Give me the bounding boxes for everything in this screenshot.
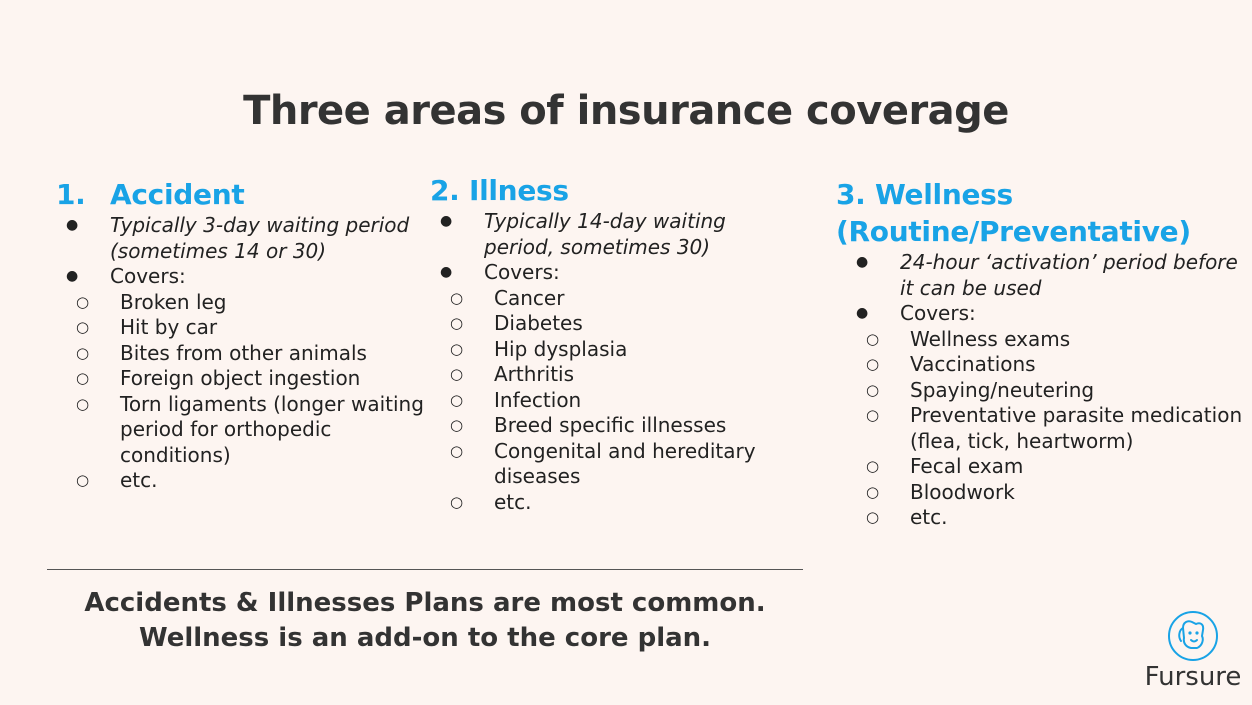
illness-list: [430, 209, 800, 515]
illness-heading: 2. Illness: [430, 174, 569, 207]
list-item: ○ Broken leg: [56, 290, 426, 316]
accident-number: 1.: [56, 178, 86, 211]
wellness-list: [846, 250, 1246, 531]
footer-line-2: Wellness is an add-on to the core plan.: [138, 623, 712, 653]
accident-waiting: ● Typically 3-day waiting period (sometimes 14 or 30): [56, 213, 426, 264]
list-item: ○ Foreign object ingestion: [56, 366, 426, 392]
list-item: ○ Diabetes: [430, 311, 800, 337]
list-item: ○ Spaying/neutering: [846, 378, 1246, 404]
list-item: ○ Fecal exam: [846, 454, 1246, 480]
list-item: ○ Hip dysplasia: [430, 337, 800, 363]
divider: [47, 569, 803, 570]
list-item: ○ Vaccinations: [846, 352, 1246, 378]
logo-text: Fursure: [1144, 662, 1242, 692]
footer-line-1: Accidents & Illnesses Plans are most common.: [84, 588, 766, 618]
accident-column: [56, 176, 426, 494]
footer-note: [47, 586, 803, 656]
accident-heading: [56, 176, 426, 213]
accident-covers-label: Covers:: [110, 264, 186, 288]
illness-covers: [430, 260, 800, 515]
list-item: ○ Bites from other animals: [56, 341, 426, 367]
illness-column: [430, 172, 800, 515]
list-item: ○ Congenital and hereditary diseases: [430, 439, 800, 490]
list-item: ○ etc.: [846, 505, 1246, 531]
accident-covers: [56, 264, 426, 494]
list-item: ○ etc.: [430, 490, 800, 516]
fursure-logo: [1140, 610, 1248, 694]
list-item: ○ Infection: [430, 388, 800, 414]
list-item: ○ Torn ligaments (longer waiting period for orthopedic conditions): [56, 392, 426, 469]
wellness-covers-label: Covers:: [900, 301, 976, 325]
accident-items: [110, 290, 426, 494]
list-item: ○ Wellness exams: [846, 327, 1246, 353]
dog-head-icon: [1166, 610, 1220, 662]
wellness-covers: [846, 301, 1246, 531]
list-item: ○ Breed specific illnesses: [430, 413, 800, 439]
list-item: ○ Cancer: [430, 286, 800, 312]
list-item: ○ Hit by car: [56, 315, 426, 341]
wellness-items: [900, 327, 1246, 531]
list-item: ○ Arthritis: [430, 362, 800, 388]
list-item: ○ Preventative parasite medication (flea, tick, heartworm): [846, 403, 1246, 454]
list-item: ○ Bloodwork: [846, 480, 1246, 506]
wellness-waiting: ● 24-hour ‘activation’ period before it can be used: [846, 250, 1246, 301]
slide-title: Three areas of insurance coverage: [243, 88, 1009, 134]
accident-title: Accident: [110, 178, 245, 211]
accident-list: [56, 213, 426, 494]
illness-covers-label: Covers:: [484, 260, 560, 284]
list-item: ○ etc.: [56, 468, 426, 494]
wellness-heading: 3. Wellness (Routine/Preventative): [836, 178, 1191, 248]
illness-waiting: ● Typically 14-day waiting period, sometimes 30): [430, 209, 800, 260]
wellness-column: [836, 176, 1246, 531]
illness-items: [484, 286, 800, 516]
